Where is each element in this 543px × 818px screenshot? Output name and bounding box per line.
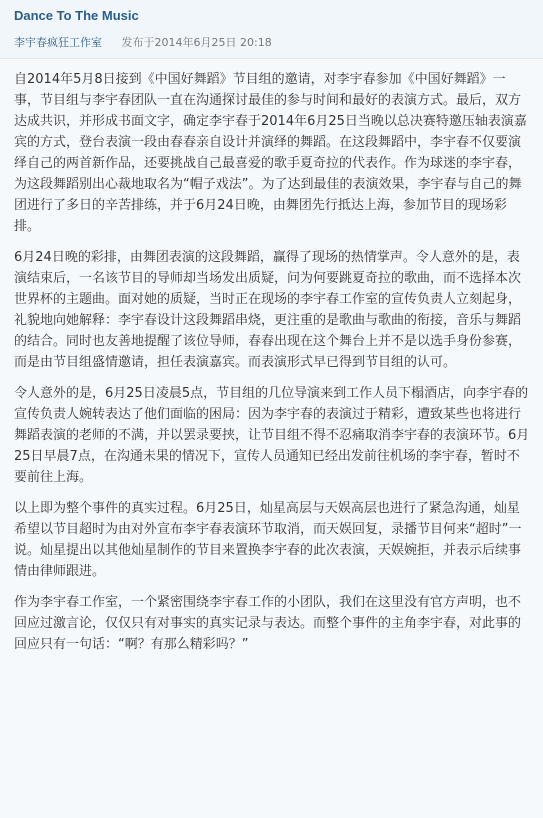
post-title[interactable]: Dance To The Music [14, 8, 139, 23]
paragraph-4: 以上即为整个事件的真实过程。6月25日，灿星高层与天娱高层也进行了紧急沟通，灿星希望以节目超时为由对外宣布李宇春表演环节取消，而天娱回复，录播节目何来“超时”一说。灿星提出以其他灿星制作的节目来置换李宇春的此次表演，天娱婉拒，并表示后续事情由律师跟进。 [14, 501, 522, 579]
publish-date: 发布于2014年6月25日 20:18 [121, 36, 272, 49]
post-body [0, 58, 543, 818]
author-link[interactable]: 李宇春疯狂工作室 [14, 36, 102, 49]
paragraph-5: 作为李宇春工作室，一个紧密围绕李宇春工作的小团队，我们在这里没有官方声明，也不回应过激言论，仅仅只有对事实的真实记录与表达。而整个事件的主角李宇春，对此事的回应只有一句话：“啊？有那么精彩吗？” [14, 595, 522, 652]
paragraph-2: 6月24日晚的彩排，由舞团表演的这段舞蹈，赢得了现场的热情掌声。令人意外的是，表演结束后，一名该节目的导师却当场发出质疑，问为何要跳夏奇拉的歌曲，而不选择本次世界杯的主题曲。面对她的质疑，当时正在现场的李宇春工作室的宣传负责人立刻起身，礼貌地向她解释：李宇春设计这段舞蹈串烧，更注重的是歌曲与歌曲的衔接，音乐与舞蹈的结合。同时也友善地提醒了该位导师，春春出现在这个舞台上并不是以选手身份参赛，而是由节目组盛情邀请，担任表演嘉宾。而表演形式早已得到节目组的认可。 [14, 250, 522, 370]
post-meta [14, 36, 543, 50]
post-header [0, 0, 543, 58]
paragraph-1: 自2014年5月8日接到《中国好舞蹈》节目组的邀请，对李宇春参加《中国好舞蹈》一事，节目组与李宇春团队一直在沟通探讨最佳的参与时间和最好的表演方式。最后，双方达成共识，并形成书面文字，确定李宇春于2014年6月25日当晚以总决赛特邀压轴表演嘉宾的方式，登台表演一段由春春亲自设计并演绎的舞蹈。在这段舞蹈中，李宇春不仅要演绎自己的两首新作品，还要挑战自己最喜爱的歌手夏奇拉的代表作。作为球迷的李宇春，为这段舞蹈别出心裁地取名为“帽子戏法”。为了达到最佳的表演效果，李宇春与自己的舞团进行了多日的辛苦排练，并于6月24日晚，由舞团先行抵达上海，参加节目的现场彩排。 [14, 72, 527, 234]
paragraph-3: 令人意外的是，6月25日凌晨5点，节目组的几位导演来到工作人员下榻酒店，向李宇春的宣传负责人婉转表达了他们面临的困局：因为李宇春的表演过于精彩，遭致某些也将进行舞蹈表演的老师的不满，并以罢录要挟，让节目组不得不忍痛取消李宇春的表演环节。6月25日早晨7点，在沟通未果的情况下，宣传人员通知已经出发前往机场的李宇春，暂时不要前往上海。 [14, 386, 530, 485]
